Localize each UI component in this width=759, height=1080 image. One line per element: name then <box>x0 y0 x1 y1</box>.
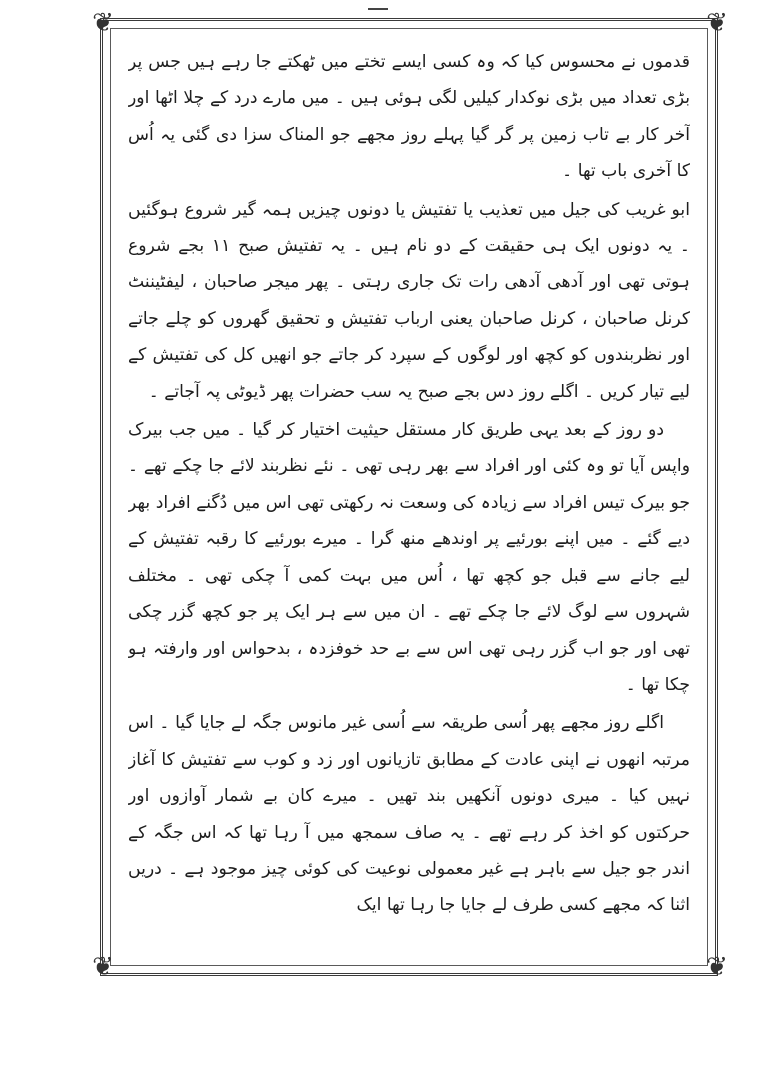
page-top-mark <box>368 0 388 10</box>
corner-ornament-icon: ❦ <box>706 952 728 982</box>
paragraph: دو روز کے بعد یہی طریق کار مستقل حیثیت اختیار کر گیا ۔ میں جب بیرک واپس آیا تو وہ کئی اور افراد سے بھر رہی تھی ۔ نئے نظربند لائے جا چکے تھے ۔ جو بیرک تیس افراد سے زیادہ کی وسعت نہ رکھتی تھی اس میں دُگنے افراد بھر دیے گئے ۔ میں اپنے بورئیے پر اوندھے منھ گرا ۔ میرے بورئیے کا رقبہ تفتیش کے لیے جانے سے قبل جو کچھ تھا ، اُس میں بہت کمی آ چکی تھی ۔ مختلف شہروں سے لوگ لائے جا چکے تھے ۔ ان میں سے ہر ایک پر جو کچھ گزر چکی تھی اور جو اب گزر رہی تھی اس سے بے حد خوفزدہ ، بدحواس اور وارفتہ ہو چکا تھا ۔ <box>128 420 690 695</box>
corner-ornament-icon: ❦ <box>92 952 114 982</box>
corner-ornament-icon: ❦ <box>92 8 114 38</box>
paragraph: ابو غریب کی جیل میں تعذیب یا تفتیش یا دونوں چیزیں ہمہ گیر شروع ہوگئیں ۔ یہ دونوں ایک ہی حقیقت کے دو نام ہیں ۔ یہ تفتیش صبح ۱۱ بجے شروع ہوتی تھی اور آدھی آدھی رات تک جاری رہتی ۔ پھر میجر صاحبان ، لیفٹیننٹ کرنل صاحبان ، کرنل صاحبان یعنی ارباب تفتیش و تحقیق گھروں کو چلے جاتے اور نظربندوں کو کچھ اور لوگوں کے سپرد کر جاتے جو انھیں کل کی تفتیش کے لیے تیار کریں ۔ اگلے روز دس بجے صبح یہ سب حضرات پھر ڈیوٹی پہ آجاتے ۔ <box>128 199 690 402</box>
page-body-text <box>128 44 690 954</box>
paragraph: قدموں نے محسوس کیا کہ وہ کسی ایسے تختے میں ٹھکتے جا رہے ہیں جس پر بڑی تعداد میں بڑی نوکدار کیلیں لگی ہوئی ہیں ۔ میں مارے درد کے چلا اٹھا اور آخر کار بے تاب زمین پر گر گیا پہلے روز مجھے جو المناک سزا دی گئی یہ اُس کا آخری باب تھا ۔ <box>128 52 690 182</box>
paragraph: اگلے روز مجھے پھر اُسی طریقہ سے اُسی غیر مانوس جگہ لے جایا گیا ۔ اس مرتبہ انھوں نے اپنی عادت کے مطابق تازیانوں اور زد و کوب سے تفتیش کا آغاز نہیں کیا ۔ میری دونوں آنکھیں بند تھیں ۔ میرے کان بے شمار آوازوں اور حرکتوں کو اخذ کر رہے تھے ۔ یہ صاف سمجھ میں آ رہا تھا کہ اس جگہ کے اندر جو جیل سے باہر ہے غیر معمولی نوعیت کی کوئی چیز موجود ہے ۔ دریں اثنا کہ مجھے کسی طرف لے جایا جا رہا تھا ایک <box>128 713 690 916</box>
corner-ornament-icon: ❦ <box>706 8 728 38</box>
